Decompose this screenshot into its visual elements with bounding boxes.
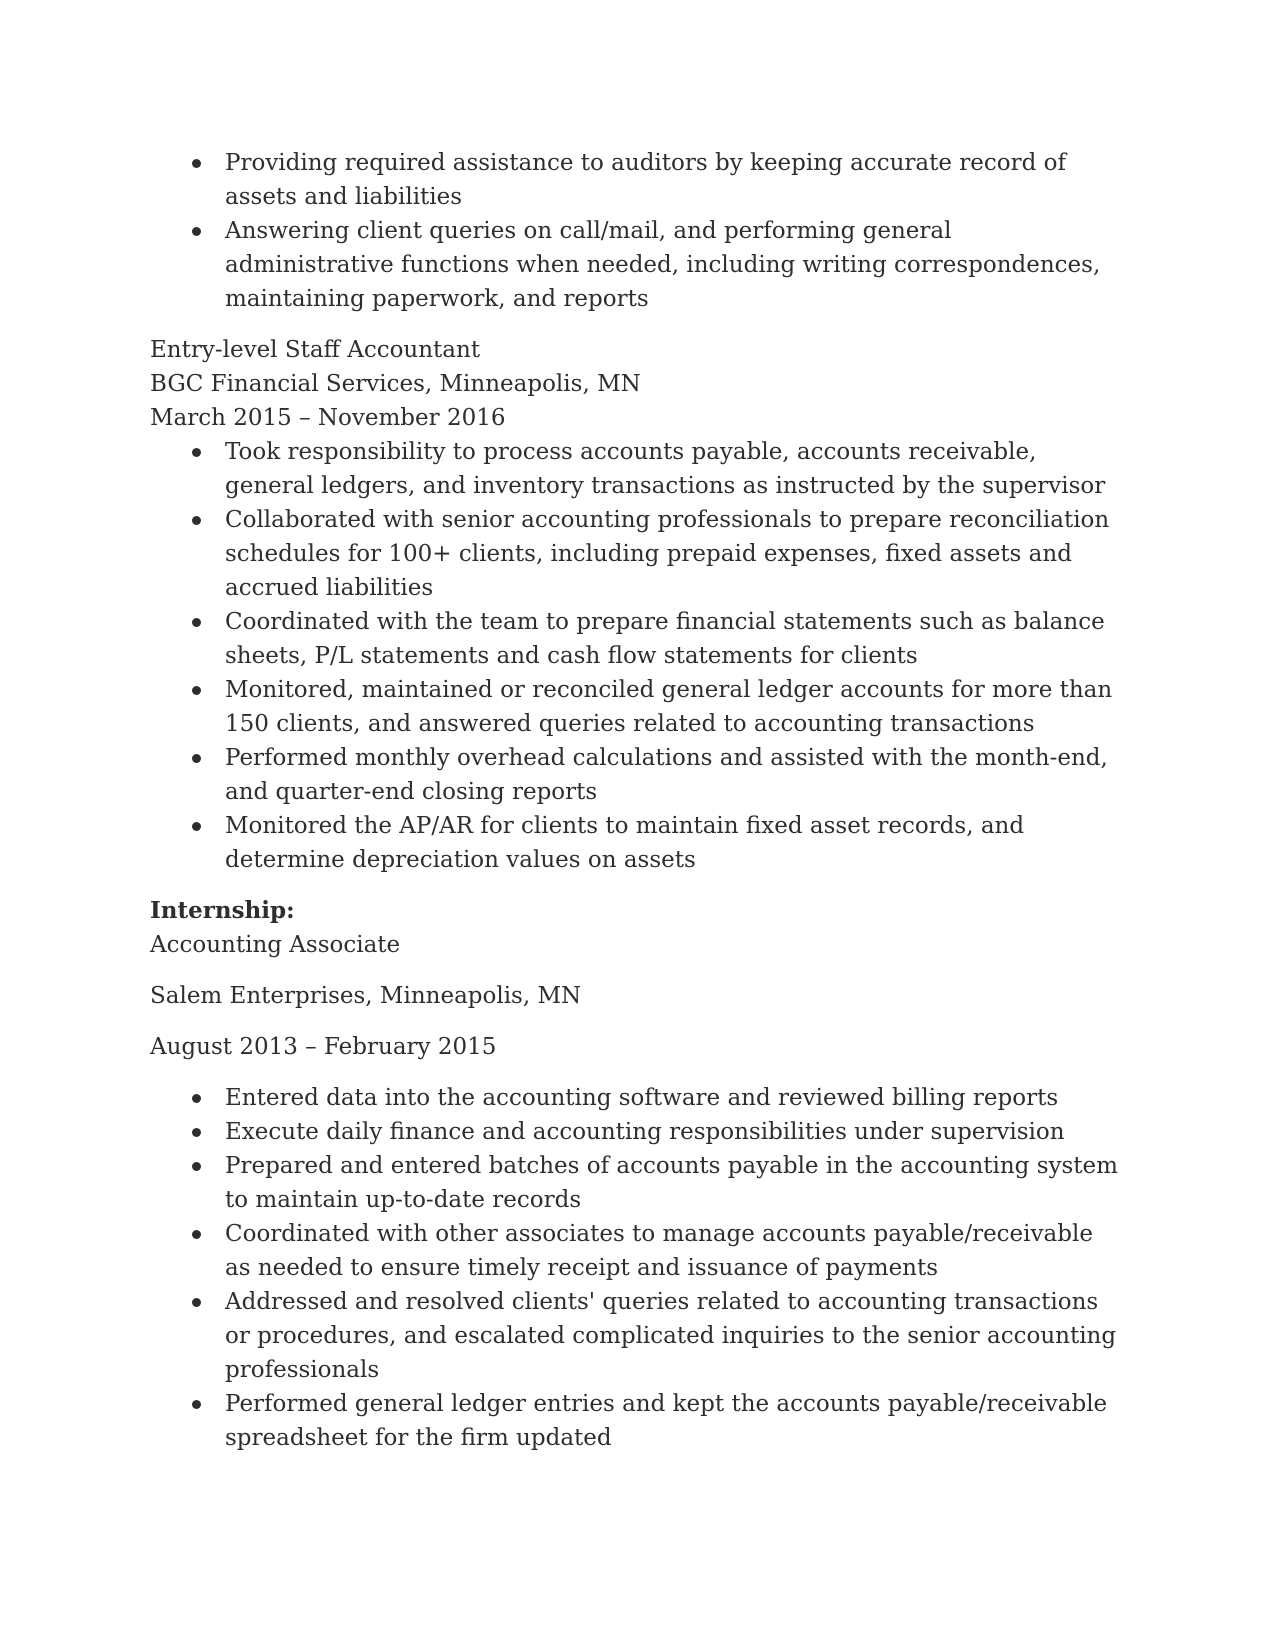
list-item: Performed general ledger entries and kept the accounts payable/receivable spreadsheet for the firm updated: [150, 1387, 1125, 1455]
list-item: Monitored, maintained or reconciled general ledger accounts for more than 150 clients, and answered queries related to accounting transactions: [150, 673, 1125, 741]
job-company: BGC Financial Services, Minneapolis, MN: [150, 371, 641, 397]
job-bullets: [150, 435, 1125, 877]
list-item: Execute daily finance and accounting responsibilities under supervision: [150, 1115, 1125, 1149]
list-item: Monitored the AP/AR for clients to maintain fixed asset records, and determine depreciation values on assets: [150, 809, 1125, 877]
list-item: Prepared and entered batches of accounts payable in the accounting system to maintain up-to-date records: [150, 1149, 1125, 1217]
list-item: Answering client queries on call/mail, and performing general administrative functions when needed, including writing correspondences, maintaining paperwork, and reports: [150, 214, 1125, 316]
bullet-icon: [192, 1162, 201, 1171]
list-item: Coordinated with the team to prepare financial statements such as balance sheets, P/L statements and cash flow statements for clients: [150, 605, 1125, 673]
section-heading: Internship:: [150, 897, 295, 924]
bullet-icon: [192, 822, 201, 831]
bullet-icon: [192, 159, 201, 168]
job-title: Entry-level Staff Accountant: [150, 337, 481, 363]
list-item: Performed monthly overhead calculations and assisted with the month-end, and quarter-end closing reports: [150, 741, 1125, 809]
bullet-icon: [192, 686, 201, 695]
resume-content: [150, 146, 1125, 1455]
list-item: Coordinated with other associates to manage accounts payable/receivable as needed to ensure timely receipt and issuance of payments: [150, 1217, 1125, 1285]
bullet-icon: [192, 754, 201, 763]
internship-title: Accounting Associate: [150, 932, 401, 958]
previous-job-bullets: [150, 146, 1125, 316]
internship-dates: August 2013 – February 2015: [150, 1034, 497, 1060]
bullet-icon: [192, 1230, 201, 1239]
bullet-icon: [192, 1400, 201, 1409]
list-item: Addressed and resolved clients' queries related to accounting transactions or procedures, and escalated complicated inquiries to the senior accounting professionals: [150, 1285, 1125, 1387]
bullet-icon: [192, 1298, 201, 1307]
list-item: Providing required assistance to auditors by keeping accurate record of assets and liabilities: [150, 146, 1125, 214]
bullet-icon: [192, 516, 201, 525]
list-item: Entered data into the accounting software and reviewed billing reports: [150, 1081, 1125, 1115]
bullet-icon: [192, 618, 201, 627]
bullet-icon: [192, 448, 201, 457]
job-dates: March 2015 – November 2016: [150, 405, 506, 431]
list-item: Collaborated with senior accounting professionals to prepare reconciliation schedules for 100+ clients, including prepaid expenses, fixed assets and accrued liabilities: [150, 503, 1125, 605]
bullet-icon: [192, 227, 201, 236]
bullet-icon: [192, 1128, 201, 1137]
internship-bullets: [150, 1081, 1125, 1455]
internship-company: Salem Enterprises, Minneapolis, MN: [150, 983, 582, 1009]
list-item: Took responsibility to process accounts payable, accounts receivable, general ledgers, and inventory transactions as instructed by the supervisor: [150, 435, 1125, 503]
bullet-icon: [192, 1094, 201, 1103]
